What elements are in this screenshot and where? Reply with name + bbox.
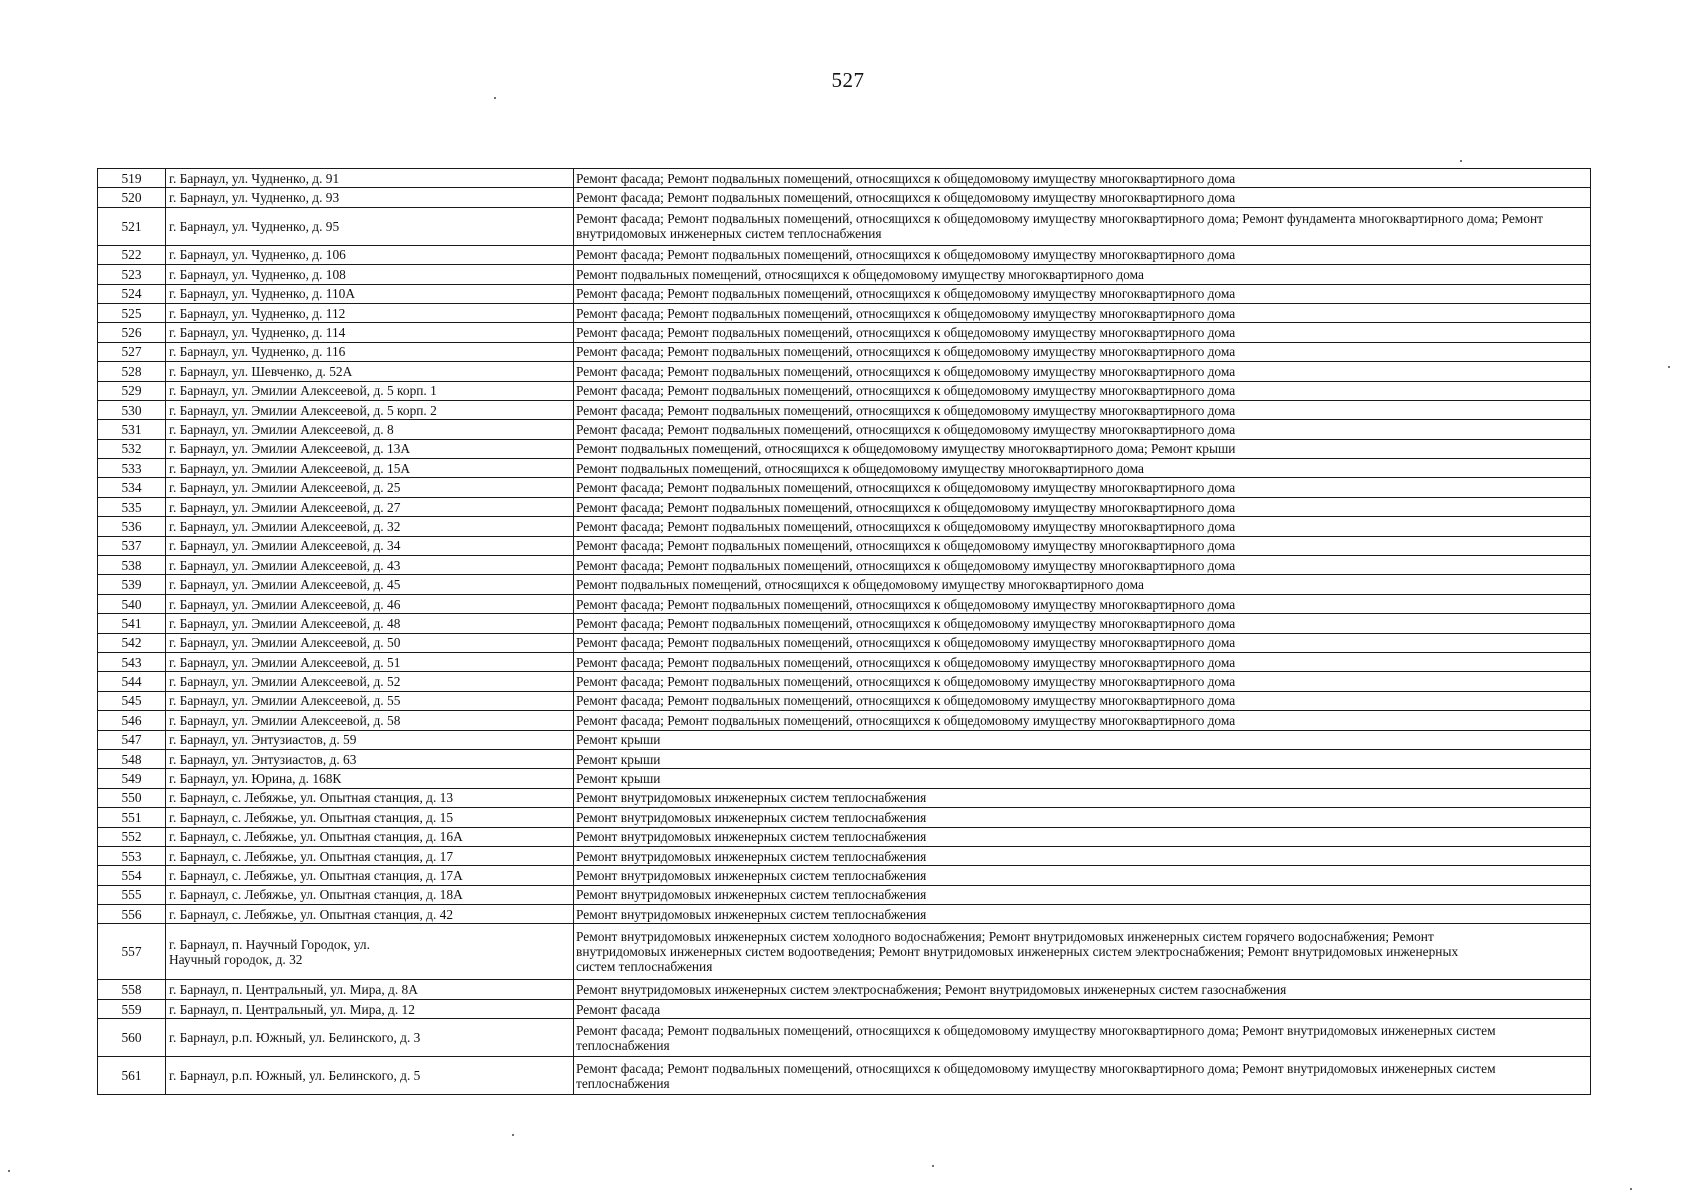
address-cell: г. Барнаул, р.п. Южный, ул. Белинского, д. 3 <box>166 1019 574 1057</box>
repair-works-cell: Ремонт фасада; Ремонт подвальных помещений, относящихся к общедомовому имуществу многоквартирного дома <box>574 284 1591 303</box>
row-number-cell: 537 <box>98 536 166 555</box>
table-row <box>98 420 1591 439</box>
table-row <box>98 207 1591 245</box>
row-number-cell: 521 <box>98 207 166 245</box>
address-cell: г. Барнаул, п. Научный Городок, ул. Научный городок, д. 32 <box>166 924 574 980</box>
address-cell: г. Барнаул, с. Лебяжье, ул. Опытная станция, д. 42 <box>166 905 574 924</box>
table-row <box>98 691 1591 710</box>
address-cell: г. Барнаул, ул. Эмилии Алексеевой, д. 25 <box>166 478 574 497</box>
address-cell: г. Барнаул, ул. Эмилии Алексеевой, д. 58 <box>166 711 574 730</box>
repair-works-table <box>97 168 1591 1095</box>
repair-works-cell: Ремонт внутридомовых инженерных систем теплоснабжения <box>574 788 1591 807</box>
scan-speck <box>494 97 496 99</box>
table-row <box>98 169 1591 188</box>
address-cell: г. Барнаул, ул. Чудненко, д. 93 <box>166 188 574 207</box>
address-cell: г. Барнаул, ул. Эмилии Алексеевой, д. 55 <box>166 691 574 710</box>
address-cell: г. Барнаул, ул. Эмилии Алексеевой, д. 8 <box>166 420 574 439</box>
row-number-cell: 546 <box>98 711 166 730</box>
repair-works-cell: Ремонт фасада; Ремонт подвальных помещений, относящихся к общедомовому имуществу многоквартирного дома <box>574 536 1591 555</box>
table-row <box>98 749 1591 768</box>
row-number-cell: 543 <box>98 652 166 671</box>
repair-works-cell: Ремонт фасада; Ремонт подвальных помещений, относящихся к общедомовому имуществу многоквартирного дома <box>574 517 1591 536</box>
repair-works-cell: Ремонт фасада; Ремонт подвальных помещений, относящихся к общедомовому имуществу многоквартирного дома <box>574 614 1591 633</box>
row-number-cell: 557 <box>98 924 166 980</box>
repair-works-cell: Ремонт подвальных помещений, относящихся к общедомовому имуществу многоквартирного дома; Ремонт крыши <box>574 439 1591 458</box>
address-cell: г. Барнаул, ул. Чудненко, д. 110А <box>166 284 574 303</box>
address-cell: г. Барнаул, ул. Чудненко, д. 91 <box>166 169 574 188</box>
table-row <box>98 614 1591 633</box>
table-row <box>98 924 1591 980</box>
row-number-cell: 545 <box>98 691 166 710</box>
repair-works-cell: Ремонт подвальных помещений, относящихся к общедомовому имуществу многоквартирного дома <box>574 265 1591 284</box>
scan-speck <box>932 1165 934 1167</box>
table-row <box>98 536 1591 555</box>
table-row <box>98 459 1591 478</box>
table-row <box>98 342 1591 361</box>
repair-works-cell: Ремонт крыши <box>574 769 1591 788</box>
address-cell: г. Барнаул, ул. Энтузиастов, д. 63 <box>166 749 574 768</box>
row-number-cell: 531 <box>98 420 166 439</box>
address-cell: г. Барнаул, ул. Чудненко, д. 106 <box>166 245 574 264</box>
page-number: 527 <box>831 68 865 92</box>
table-row <box>98 245 1591 264</box>
row-number-cell: 533 <box>98 459 166 478</box>
repair-works-cell: Ремонт крыши <box>574 749 1591 768</box>
table-row <box>98 497 1591 516</box>
row-number-cell: 551 <box>98 808 166 827</box>
address-cell: г. Барнаул, ул. Эмилии Алексеевой, д. 27 <box>166 497 574 516</box>
address-cell: г. Барнаул, с. Лебяжье, ул. Опытная станция, д. 15 <box>166 808 574 827</box>
repair-works-cell: Ремонт фасада; Ремонт подвальных помещений, относящихся к общедомовому имуществу многоквартирного дома <box>574 672 1591 691</box>
row-number-cell: 548 <box>98 749 166 768</box>
scan-speck <box>8 1170 10 1172</box>
address-cell: г. Барнаул, р.п. Южный, ул. Белинского, д. 5 <box>166 1057 574 1095</box>
row-number-cell: 539 <box>98 575 166 594</box>
address-cell: г. Барнаул, ул. Эмилии Алексеевой, д. 51 <box>166 652 574 671</box>
scan-speck <box>1668 366 1670 368</box>
repair-works-cell: Ремонт фасада; Ремонт подвальных помещений, относящихся к общедомовому имуществу многоквартирного дома <box>574 400 1591 419</box>
repair-works-cell: Ремонт внутридомовых инженерных систем теплоснабжения <box>574 905 1591 924</box>
row-number-cell: 523 <box>98 265 166 284</box>
row-number-cell: 534 <box>98 478 166 497</box>
table-row <box>98 672 1591 691</box>
row-number-cell: 556 <box>98 905 166 924</box>
address-cell: г. Барнаул, ул. Чудненко, д. 95 <box>166 207 574 245</box>
row-number-cell: 524 <box>98 284 166 303</box>
address-cell: г. Барнаул, ул. Юрина, д. 168К <box>166 769 574 788</box>
repair-works-cell: Ремонт фасада; Ремонт подвальных помещений, относящихся к общедомовому имуществу многоквартирного дома <box>574 188 1591 207</box>
row-number-cell: 525 <box>98 303 166 322</box>
address-cell: г. Барнаул, ул. Эмилии Алексеевой, д. 43 <box>166 556 574 575</box>
address-cell: г. Барнаул, ул. Эмилии Алексеевой, д. 15А <box>166 459 574 478</box>
repair-works-cell: Ремонт подвальных помещений, относящихся к общедомовому имуществу многоквартирного дома <box>574 575 1591 594</box>
table-row <box>98 323 1591 342</box>
address-cell: г. Барнаул, с. Лебяжье, ул. Опытная станция, д. 18А <box>166 885 574 904</box>
table-row <box>98 265 1591 284</box>
row-number-cell: 520 <box>98 188 166 207</box>
table-row <box>98 1057 1591 1095</box>
row-number-cell: 527 <box>98 342 166 361</box>
repair-works-cell: Ремонт фасада; Ремонт подвальных помещений, относящихся к общедомовому имуществу многоквартирного дома <box>574 594 1591 613</box>
address-cell: г. Барнаул, ул. Чудненко, д. 112 <box>166 303 574 322</box>
row-number-cell: 540 <box>98 594 166 613</box>
table-row <box>98 885 1591 904</box>
address-cell: г. Барнаул, ул. Эмилии Алексеевой, д. 45 <box>166 575 574 594</box>
row-number-cell: 561 <box>98 1057 166 1095</box>
table-row <box>98 633 1591 652</box>
address-cell: г. Барнаул, ул. Энтузиастов, д. 59 <box>166 730 574 749</box>
table-row <box>98 711 1591 730</box>
scan-speck <box>512 1134 514 1136</box>
scan-speck <box>1630 1188 1632 1190</box>
table-row <box>98 980 1591 999</box>
address-cell: г. Барнаул, ул. Эмилии Алексеевой, д. 32 <box>166 517 574 536</box>
row-number-cell: 549 <box>98 769 166 788</box>
repair-works-cell: Ремонт внутридомовых инженерных систем теплоснабжения <box>574 827 1591 846</box>
scan-speck <box>1460 160 1462 162</box>
repair-works-cell: Ремонт фасада; Ремонт подвальных помещений, относящихся к общедомовому имуществу многоквартирного дома <box>574 169 1591 188</box>
repair-works-cell: Ремонт фасада; Ремонт подвальных помещений, относящихся к общедомовому имуществу многоквартирного дома <box>574 420 1591 439</box>
repair-works-cell: Ремонт внутридомовых инженерных систем теплоснабжения <box>574 866 1591 885</box>
table-row <box>98 575 1591 594</box>
address-cell: г. Барнаул, с. Лебяжье, ул. Опытная станция, д. 17 <box>166 846 574 865</box>
row-number-cell: 526 <box>98 323 166 342</box>
table-row <box>98 478 1591 497</box>
table-row <box>98 808 1591 827</box>
table-row <box>98 594 1591 613</box>
row-number-cell: 522 <box>98 245 166 264</box>
table-row <box>98 517 1591 536</box>
row-number-cell: 542 <box>98 633 166 652</box>
repair-works-cell: Ремонт фасада; Ремонт подвальных помещений, относящихся к общедомовому имуществу многоквартирного дома; Ремонт внутридомовых инженерных систем теплоснабжения <box>574 1019 1591 1057</box>
row-number-cell: 535 <box>98 497 166 516</box>
row-number-cell: 552 <box>98 827 166 846</box>
row-number-cell: 558 <box>98 980 166 999</box>
repair-works-cell: Ремонт крыши <box>574 730 1591 749</box>
table-row <box>98 652 1591 671</box>
table-row <box>98 730 1591 749</box>
address-cell: г. Барнаул, ул. Шевченко, д. 52А <box>166 362 574 381</box>
repair-works-cell: Ремонт фасада <box>574 999 1591 1018</box>
repair-works-cell: Ремонт фасада; Ремонт подвальных помещений, относящихся к общедомовому имуществу многоквартирного дома <box>574 478 1591 497</box>
row-number-cell: 559 <box>98 999 166 1018</box>
repair-works-cell: Ремонт внутридомовых инженерных систем теплоснабжения <box>574 885 1591 904</box>
repair-works-cell: Ремонт фасада; Ремонт подвальных помещений, относящихся к общедомовому имуществу многоквартирного дома <box>574 691 1591 710</box>
repair-works-cell: Ремонт фасада; Ремонт подвальных помещений, относящихся к общедомовому имуществу многоквартирного дома <box>574 323 1591 342</box>
address-cell: г. Барнаул, ул. Эмилии Алексеевой, д. 34 <box>166 536 574 555</box>
table-row <box>98 866 1591 885</box>
repair-works-cell: Ремонт фасада; Ремонт подвальных помещений, относящихся к общедомовому имуществу многоквартирного дома <box>574 342 1591 361</box>
repair-works-cell: Ремонт внутридомовых инженерных систем теплоснабжения <box>574 808 1591 827</box>
row-number-cell: 538 <box>98 556 166 575</box>
table-row <box>98 846 1591 865</box>
repair-works-cell: Ремонт фасада; Ремонт подвальных помещений, относящихся к общедомовому имуществу многоквартирного дома <box>574 652 1591 671</box>
row-number-cell: 560 <box>98 1019 166 1057</box>
address-cell: г. Барнаул, ул. Эмилии Алексеевой, д. 13А <box>166 439 574 458</box>
row-number-cell: 536 <box>98 517 166 536</box>
row-number-cell: 530 <box>98 400 166 419</box>
table-body <box>98 169 1591 1095</box>
row-number-cell: 550 <box>98 788 166 807</box>
table-row <box>98 788 1591 807</box>
row-number-cell: 554 <box>98 866 166 885</box>
repair-works-cell: Ремонт фасада; Ремонт подвальных помещений, относящихся к общедомовому имуществу многоквартирного дома <box>574 245 1591 264</box>
repair-works-cell: Ремонт фасада; Ремонт подвальных помещений, относящихся к общедомовому имуществу многоквартирного дома <box>574 556 1591 575</box>
row-number-cell: 555 <box>98 885 166 904</box>
address-cell: г. Барнаул, ул. Эмилии Алексеевой, д. 52 <box>166 672 574 691</box>
repair-works-cell: Ремонт фасада; Ремонт подвальных помещений, относящихся к общедомовому имуществу многоквартирного дома <box>574 381 1591 400</box>
table-row <box>98 284 1591 303</box>
address-cell: г. Барнаул, с. Лебяжье, ул. Опытная станция, д. 17А <box>166 866 574 885</box>
table-row <box>98 556 1591 575</box>
table-row <box>98 381 1591 400</box>
address-cell: г. Барнаул, ул. Чудненко, д. 108 <box>166 265 574 284</box>
row-number-cell: 541 <box>98 614 166 633</box>
table-row <box>98 362 1591 381</box>
row-number-cell: 529 <box>98 381 166 400</box>
repair-works-cell: Ремонт фасада; Ремонт подвальных помещений, относящихся к общедомовому имуществу многоквартирного дома; Ремонт фундамента многоквартирного дома; Ремонт внутридомовых инженерных систем теплоснабжения <box>574 207 1591 245</box>
repair-works-cell: Ремонт фасада; Ремонт подвальных помещений, относящихся к общедомовому имуществу многоквартирного дома <box>574 497 1591 516</box>
address-cell: г. Барнаул, с. Лебяжье, ул. Опытная станция, д. 13 <box>166 788 574 807</box>
repair-works-cell: Ремонт внутридомовых инженерных систем теплоснабжения <box>574 846 1591 865</box>
address-cell: г. Барнаул, ул. Чудненко, д. 114 <box>166 323 574 342</box>
row-number-cell: 519 <box>98 169 166 188</box>
table-row <box>98 400 1591 419</box>
table-row <box>98 188 1591 207</box>
table-row <box>98 769 1591 788</box>
table-row <box>98 1019 1591 1057</box>
row-number-cell: 528 <box>98 362 166 381</box>
repair-works-cell: Ремонт подвальных помещений, относящихся к общедомовому имуществу многоквартирного дома <box>574 459 1591 478</box>
address-cell: г. Барнаул, ул. Чудненко, д. 116 <box>166 342 574 361</box>
repair-works-cell: Ремонт фасада; Ремонт подвальных помещений, относящихся к общедомовому имуществу многоквартирного дома; Ремонт внутридомовых инженерных систем теплоснабжения <box>574 1057 1591 1095</box>
address-cell: г. Барнаул, п. Центральный, ул. Мира, д. 8А <box>166 980 574 999</box>
table-row <box>98 905 1591 924</box>
row-number-cell: 532 <box>98 439 166 458</box>
address-cell: г. Барнаул, ул. Эмилии Алексеевой, д. 46 <box>166 594 574 613</box>
repair-works-cell: Ремонт фасада; Ремонт подвальных помещений, относящихся к общедомовому имуществу многоквартирного дома <box>574 711 1591 730</box>
table-row <box>98 827 1591 846</box>
address-cell: г. Барнаул, с. Лебяжье, ул. Опытная станция, д. 16А <box>166 827 574 846</box>
table-row <box>98 999 1591 1018</box>
repair-works-cell: Ремонт фасада; Ремонт подвальных помещений, относящихся к общедомовому имуществу многоквартирного дома <box>574 303 1591 322</box>
row-number-cell: 547 <box>98 730 166 749</box>
address-cell: г. Барнаул, п. Центральный, ул. Мира, д. 12 <box>166 999 574 1018</box>
repair-works-cell: Ремонт фасада; Ремонт подвальных помещений, относящихся к общедомовому имуществу многоквартирного дома <box>574 633 1591 652</box>
table-row <box>98 303 1591 322</box>
repair-works-cell: Ремонт внутридомовых инженерных систем холодного водоснабжения; Ремонт внутридомовых инженерных систем горячего водоснабжения; Ремонт внутридомовых инженерных систем водоотведения; Ремонт внутридомовых инженерных систем электроснабжения; Ремонт внутридомовых инженерных систем теплоснабжения <box>574 924 1591 980</box>
repair-works-cell: Ремонт фасада; Ремонт подвальных помещений, относящихся к общедомовому имуществу многоквартирного дома <box>574 362 1591 381</box>
address-cell: г. Барнаул, ул. Эмилии Алексеевой, д. 50 <box>166 633 574 652</box>
row-number-cell: 553 <box>98 846 166 865</box>
repair-works-cell: Ремонт внутридомовых инженерных систем электроснабжения; Ремонт внутридомовых инженерных систем газоснабжения <box>574 980 1591 999</box>
address-cell: г. Барнаул, ул. Эмилии Алексеевой, д. 5 корп. 1 <box>166 381 574 400</box>
row-number-cell: 544 <box>98 672 166 691</box>
address-cell: г. Барнаул, ул. Эмилии Алексеевой, д. 5 корп. 2 <box>166 400 574 419</box>
table-row <box>98 439 1591 458</box>
address-cell: г. Барнаул, ул. Эмилии Алексеевой, д. 48 <box>166 614 574 633</box>
